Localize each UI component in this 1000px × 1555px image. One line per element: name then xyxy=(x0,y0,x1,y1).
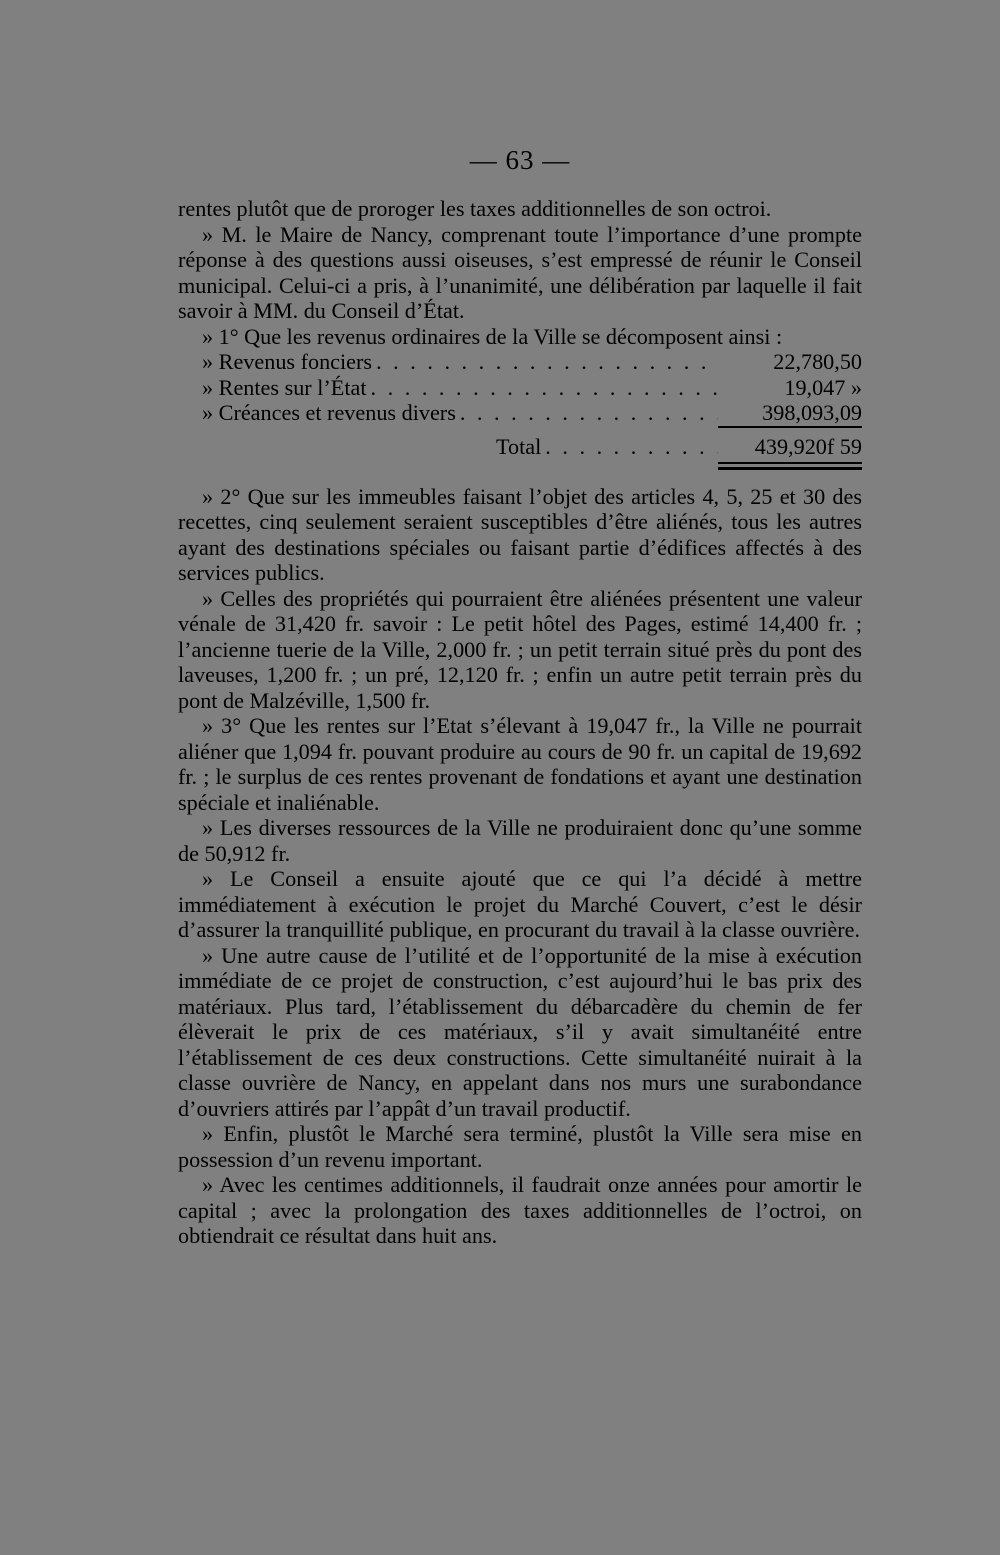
leader-dots xyxy=(456,400,718,426)
book-page xyxy=(178,140,862,1249)
paragraph-enfin: » Enfin, plustôt le Marché sera terminé, plustôt la Ville sera mise en possession d’un revenu important. xyxy=(178,1121,862,1172)
ledger-row xyxy=(178,375,862,401)
ledger-amount: 22,780,50 xyxy=(773,349,862,374)
leader-dots xyxy=(541,434,718,460)
ledger-row xyxy=(178,349,862,375)
paragraph-autre-cause: » Une autre cause de l’utilité et de l’opportunité de la mise à exécution immédiate de ce projet de construction, c’est aujourd’hui le bas prix des matériaux. Plus tard, l’établissement du débarcadère du chemin de fer élèverait le prix de ces matériaux, s’il y avait simultanéité entre l’établissement de ces deux constructions. Cette simultanéité nuirait à la classe ouvrière de Nancy, en appelant dans nos murs une surabondance d’ouvriers attirés par l’appât d’un travail productif. xyxy=(178,942,862,1121)
leader-dots xyxy=(372,349,718,375)
total-double-rule xyxy=(718,462,862,470)
paragraph-proprietes: » Celles des propriétés qui pourraient être aliénées présentent une valeur vénale de 31,420 fr. savoir : Le petit hôtel des Pages, estimé 14,400 fr. ; l’ancienne tuerie de la Ville, 2,000 fr. ; un petit terrain situé près du pont des laveuses, 1,200 fr. ; un pré, 12,120 fr. ; enfin un autre petit terrain près du pont de Malzéville, 1,500 fr. xyxy=(178,585,862,713)
leader-dots xyxy=(367,375,718,401)
ledger-amount: 19,047 » xyxy=(784,374,862,400)
total-label: Total xyxy=(496,433,542,459)
paragraph-ressources: » Les diverses ressources de la Ville ne produiraient donc qu’une somme de 50,912 fr. xyxy=(178,815,862,866)
paragraph-centimes: » Avec les centimes additionnels, il faudrait onze années pour amortir le capital ; avec la prolongation des taxes additionnelles de l’octroi, on obtiendrait ce résultat dans huit ans. xyxy=(178,1172,862,1248)
ledger-label: » Créances et revenus divers xyxy=(202,400,456,425)
paragraph-maire: » M. le Maire de Nancy, comprenant toute l’importance d’une prompte réponse à des questions aussi oiseuses, s’est empressé de réunir le Conseil municipal. Celui-ci a pris, à l’unanimité, une délibération par laquelle il fait savoir à MM. du Conseil d’État. xyxy=(178,221,862,323)
paragraph-revenus: » 1° Que les revenus ordinaires de la Ville se décomposent ainsi : xyxy=(202,323,783,349)
paragraph-rentes: » 3° Que les rentes sur l’Etat s’élevant à 19,047 fr., la Ville ne pourrait aliéner que 1,094 fr. pouvant produire au cours de 90 fr. un capital de 19,692 fr. ; le surplus de ces rentes provenant de fondations et ayant une destination spéciale et inaliénable. xyxy=(178,713,862,815)
paragraph-continuation: rentes plutôt que de proroger les taxes additionnelles de son octroi. xyxy=(178,196,772,221)
total-amount: 439,920f 59 xyxy=(754,433,862,459)
ledger-total-row xyxy=(178,434,862,460)
ledger-row xyxy=(178,400,862,428)
revenue-ledger xyxy=(178,349,862,470)
ledger-label: » Rentes sur l’État xyxy=(202,374,367,400)
page-number: — 63 — xyxy=(469,145,571,175)
ledger-label: » Revenus fonciers xyxy=(202,349,373,374)
paragraph-immeubles: » 2° Que sur les immeubles faisant l’objet des articles 4, 5, 25 et 30 des recettes, cinq seulement seraient susceptibles d’être aliénés, tous les autres ayant des destinations spéciales ou faisant partie d’édifices affectés à des services publics. xyxy=(178,483,862,585)
ledger-amount: 398,093,09 xyxy=(718,400,862,428)
paragraph-conseil: » Le Conseil a ensuite ajouté que ce qui l’a décidé à mettre immédiatement à exécution le projet du Marché Couvert, c’est le désir d’assurer la tranquillité publique, en procurant du travail à la classe ouvrière. xyxy=(178,866,862,942)
